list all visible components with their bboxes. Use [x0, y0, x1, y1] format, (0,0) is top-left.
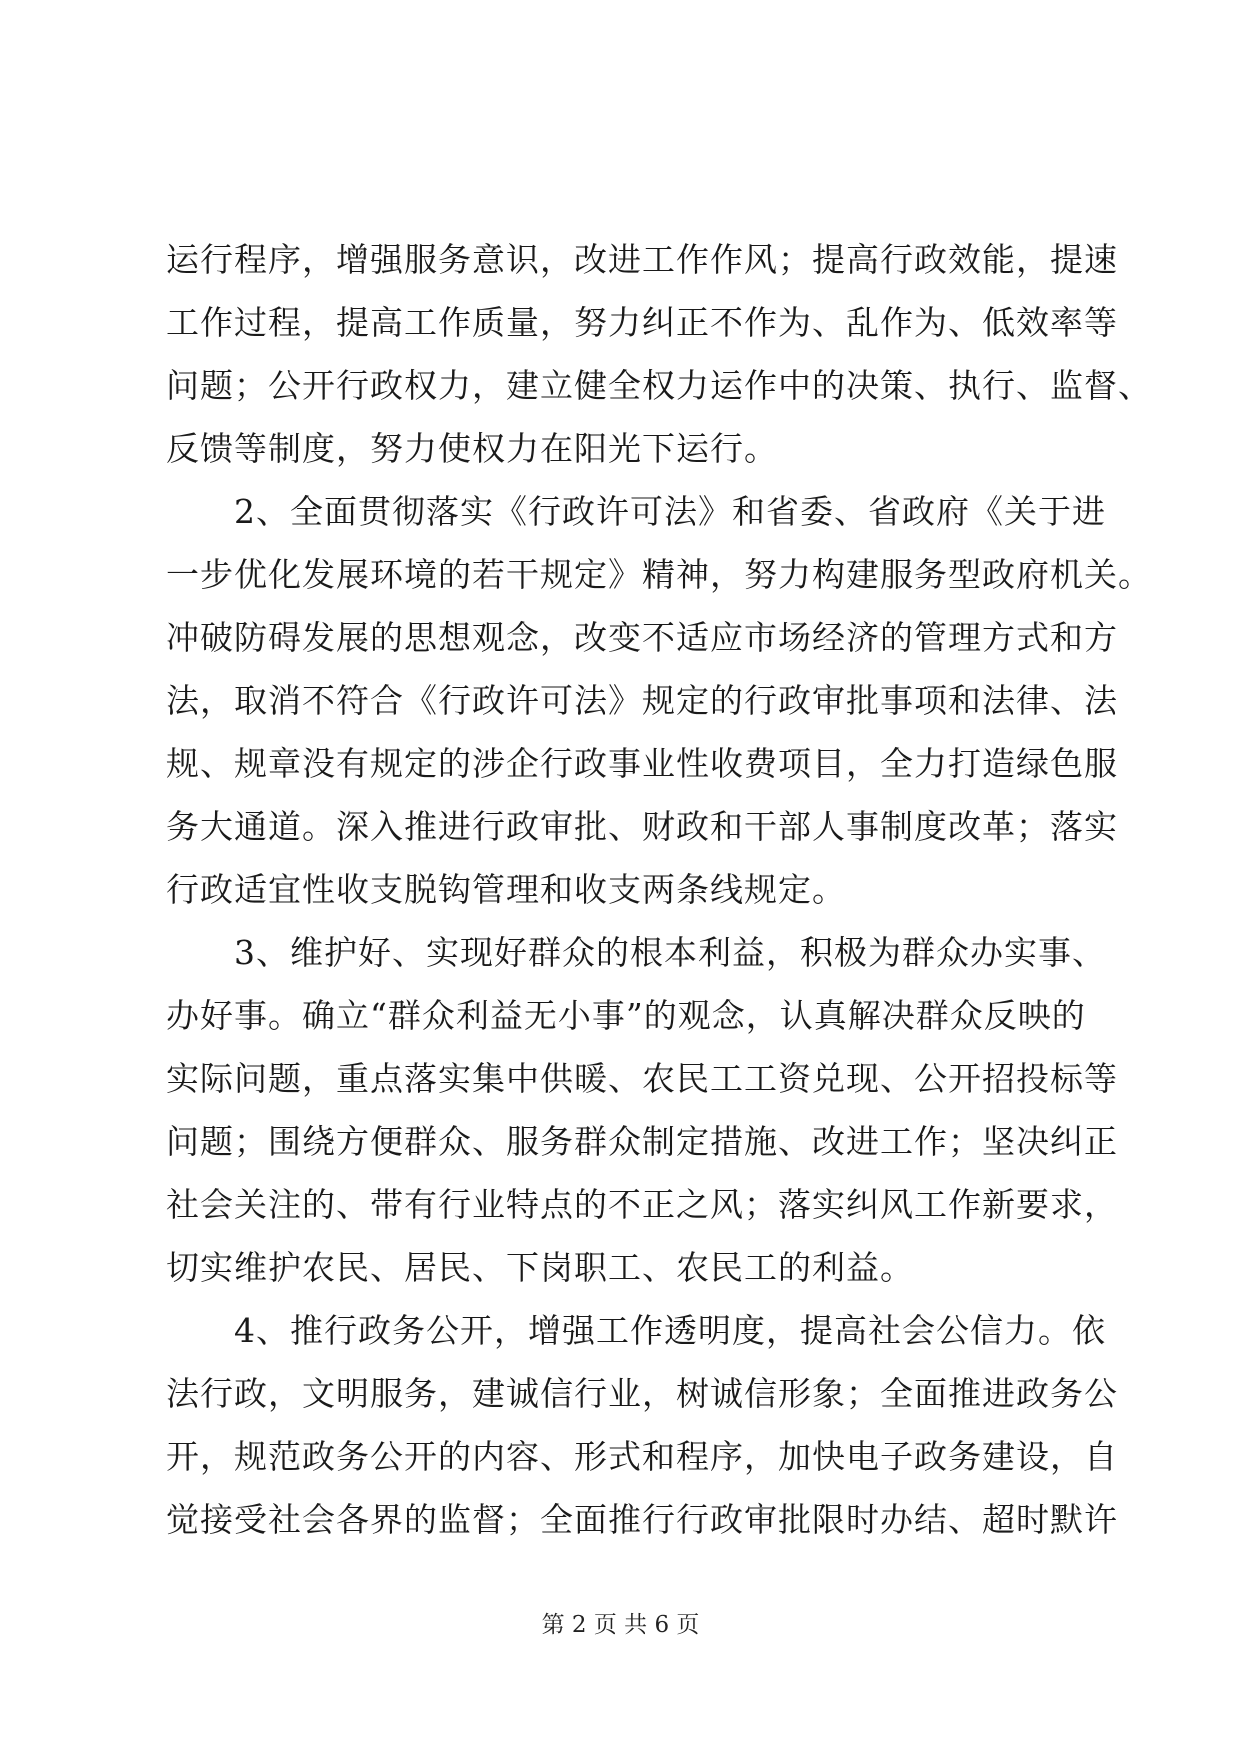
text-line: 行政适宜性收支脱钩管理和收支两条线规定。	[166, 870, 846, 909]
paragraph-3	[166, 921, 1118, 1299]
document-body	[166, 228, 1152, 1551]
text-line: 务大通道。深入推进行政审批、财政和干部人事制度改革；落实	[166, 807, 1118, 846]
text-line: 开，规范政务公开的内容、形式和程序，加快电子政务建设，自	[166, 1437, 1118, 1476]
paragraph-1	[166, 228, 1152, 480]
text-line: 法行政，文明服务，建诚信行业，树诚信形象；全面推进政务公	[166, 1374, 1118, 1413]
paragraph-4	[166, 1299, 1118, 1551]
text-line: 规、规章没有规定的涉企行政事业性收费项目，全力打造绿色服	[166, 744, 1118, 783]
text-line: 社会关注的、带有行业特点的不正之风；落实纠风工作新要求，	[166, 1185, 1118, 1224]
text-line: 运行程序，增强服务意识，改进工作作风；提高行政效能，提速	[166, 240, 1118, 279]
text-line: 冲破防碍发展的思想观念，改变不适应市场经济的管理方式和方	[166, 618, 1118, 657]
text-line: 4、推行政务公开，增强工作透明度，提高社会公信力。依	[166, 1311, 1106, 1350]
text-line: 3、维护好、实现好群众的根本利益，积极为群众办实事、	[166, 933, 1106, 972]
text-line: 实际问题，重点落实集中供暖、农民工工资兑现、公开招投标等	[166, 1059, 1118, 1098]
text-line: 2、全面贯彻落实《行政许可法》和省委、省政府《关于进	[166, 492, 1106, 531]
paragraph-2	[166, 480, 1152, 921]
text-line: 一步优化发展环境的若干规定》精神，努力构建服务型政府机关。	[166, 555, 1152, 594]
text-line: 问题；围绕方便群众、服务群众制定措施、改进工作；坚决纠正	[166, 1122, 1118, 1161]
text-line: 反馈等制度，努力使权力在阳光下运行。	[166, 429, 778, 468]
text-line: 切实维护农民、居民、下岗职工、农民工的利益。	[166, 1248, 914, 1287]
text-line: 办好事。确立“群众利益无小事”的观念，认真解决群众反映的	[166, 996, 1086, 1035]
text-line: 法，取消不符合《行政许可法》规定的行政审批事项和法律、法	[166, 681, 1118, 720]
text-line: 问题；公开行政权力，建立健全权力运作中的决策、执行、监督、	[166, 366, 1152, 405]
text-line: 觉接受社会各界的监督；全面推行行政审批限时办结、超时默许	[166, 1500, 1118, 1539]
page-number-footer: 第 2 页 共 6 页	[541, 1612, 700, 1638]
text-line: 工作过程，提高工作质量，努力纠正不作为、乱作为、低效率等	[166, 303, 1118, 342]
